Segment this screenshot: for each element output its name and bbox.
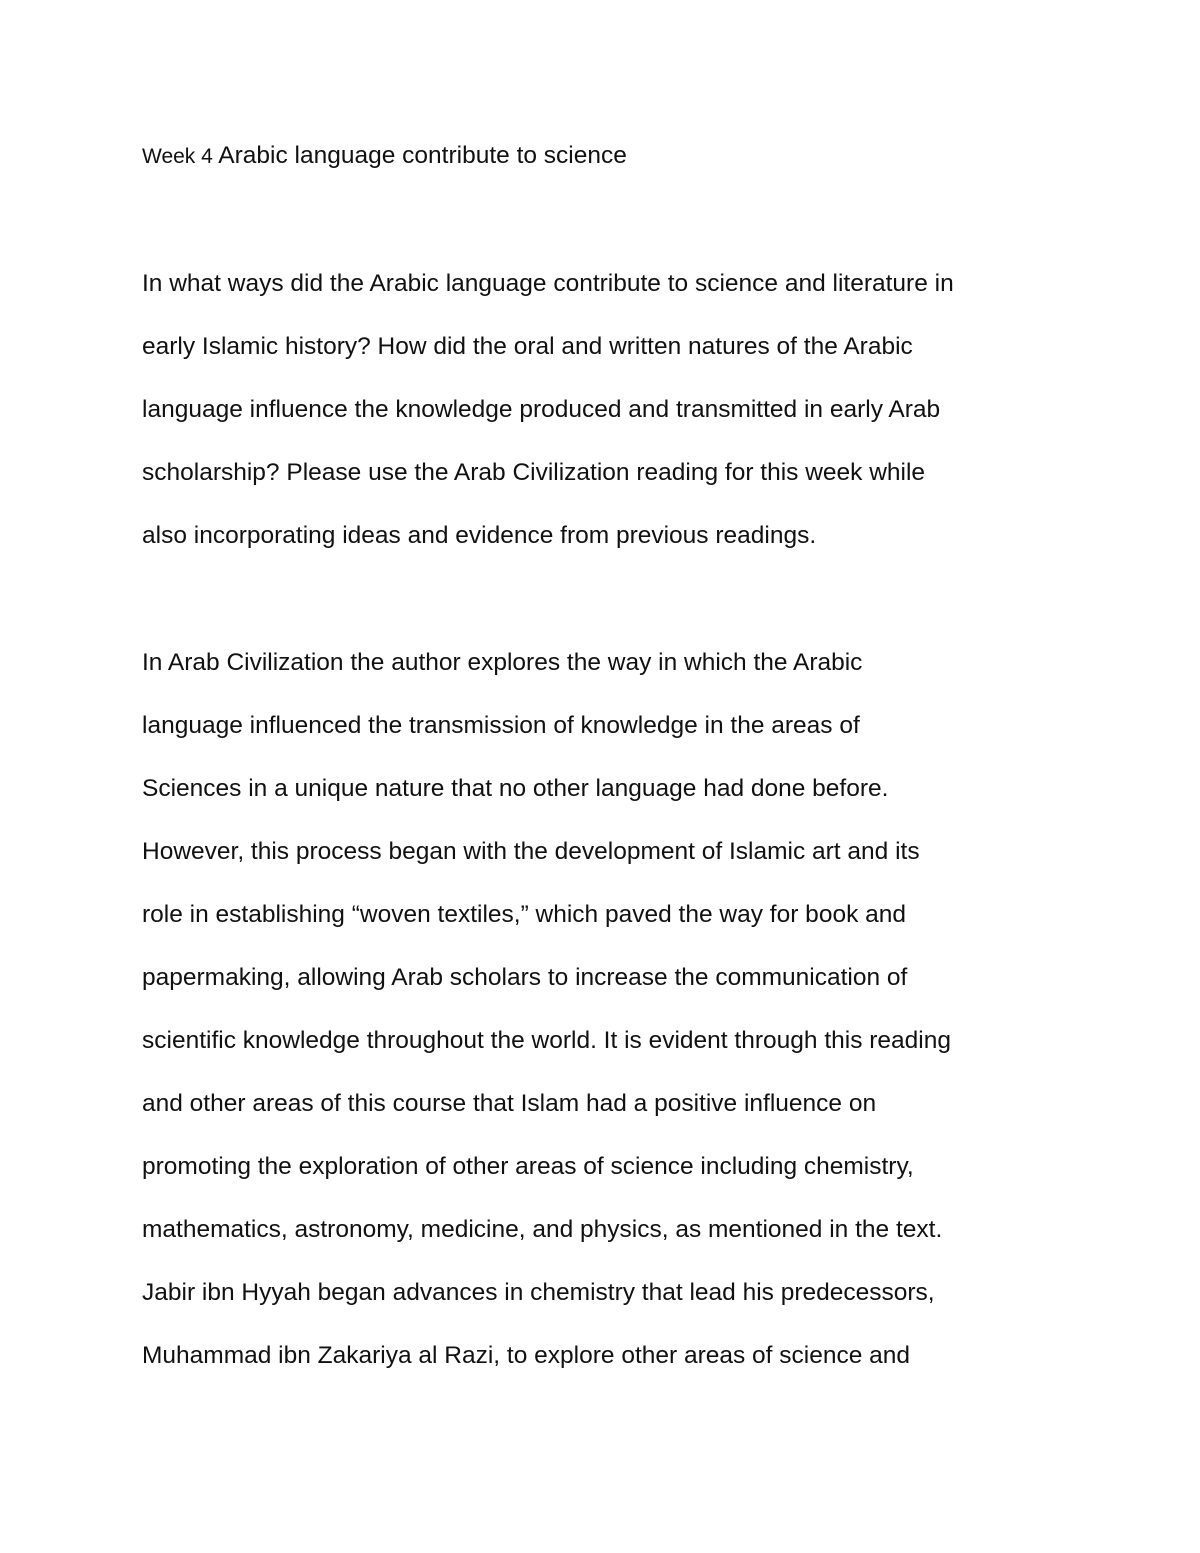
text-line: early Islamic history? How did the oral and written natures of the Arabic [142, 333, 913, 360]
text-line: language influence the knowledge produced and transmitted in early Arab [142, 396, 941, 423]
text-line: papermaking, allowing Arab scholars to increase the communication of [142, 964, 908, 991]
text-line: language influenced the transmission of knowledge in the areas of [142, 712, 860, 739]
title-week-label: Week 4 [142, 145, 213, 168]
document-title [142, 142, 627, 170]
text-line: In Arab Civilization the author explores the way in which the Arabic [142, 649, 863, 676]
text-line: Muhammad ibn Zakariya al Razi, to explore other areas of science and [142, 1342, 911, 1369]
text-line: scholarship? Please use the Arab Civilization reading for this week while [142, 459, 926, 486]
text-line: and other areas of this course that Islam had a positive influence on [142, 1090, 877, 1117]
text-line: Sciences in a unique nature that no other language had done before. [142, 775, 889, 802]
text-line: mathematics, astronomy, medicine, and physics, as mentioned in the text. [142, 1216, 943, 1243]
text-line: Jabir ibn Hyyah began advances in chemistry that lead his predecessors, [142, 1279, 935, 1306]
text-line: scientific knowledge throughout the world. It is evident through this reading [142, 1027, 951, 1054]
text-line: role in establishing “woven textiles,” which paved the way for book and [142, 901, 906, 928]
text-line: However, this process began with the development of Islamic art and its [142, 838, 920, 865]
title-text: Arabic language contribute to science [212, 142, 627, 169]
text-line: promoting the exploration of other areas of science including chemistry, [142, 1153, 914, 1180]
text-line: In what ways did the Arabic language contribute to science and literature in [142, 270, 954, 297]
text-line: also incorporating ideas and evidence from previous readings. [142, 522, 817, 549]
